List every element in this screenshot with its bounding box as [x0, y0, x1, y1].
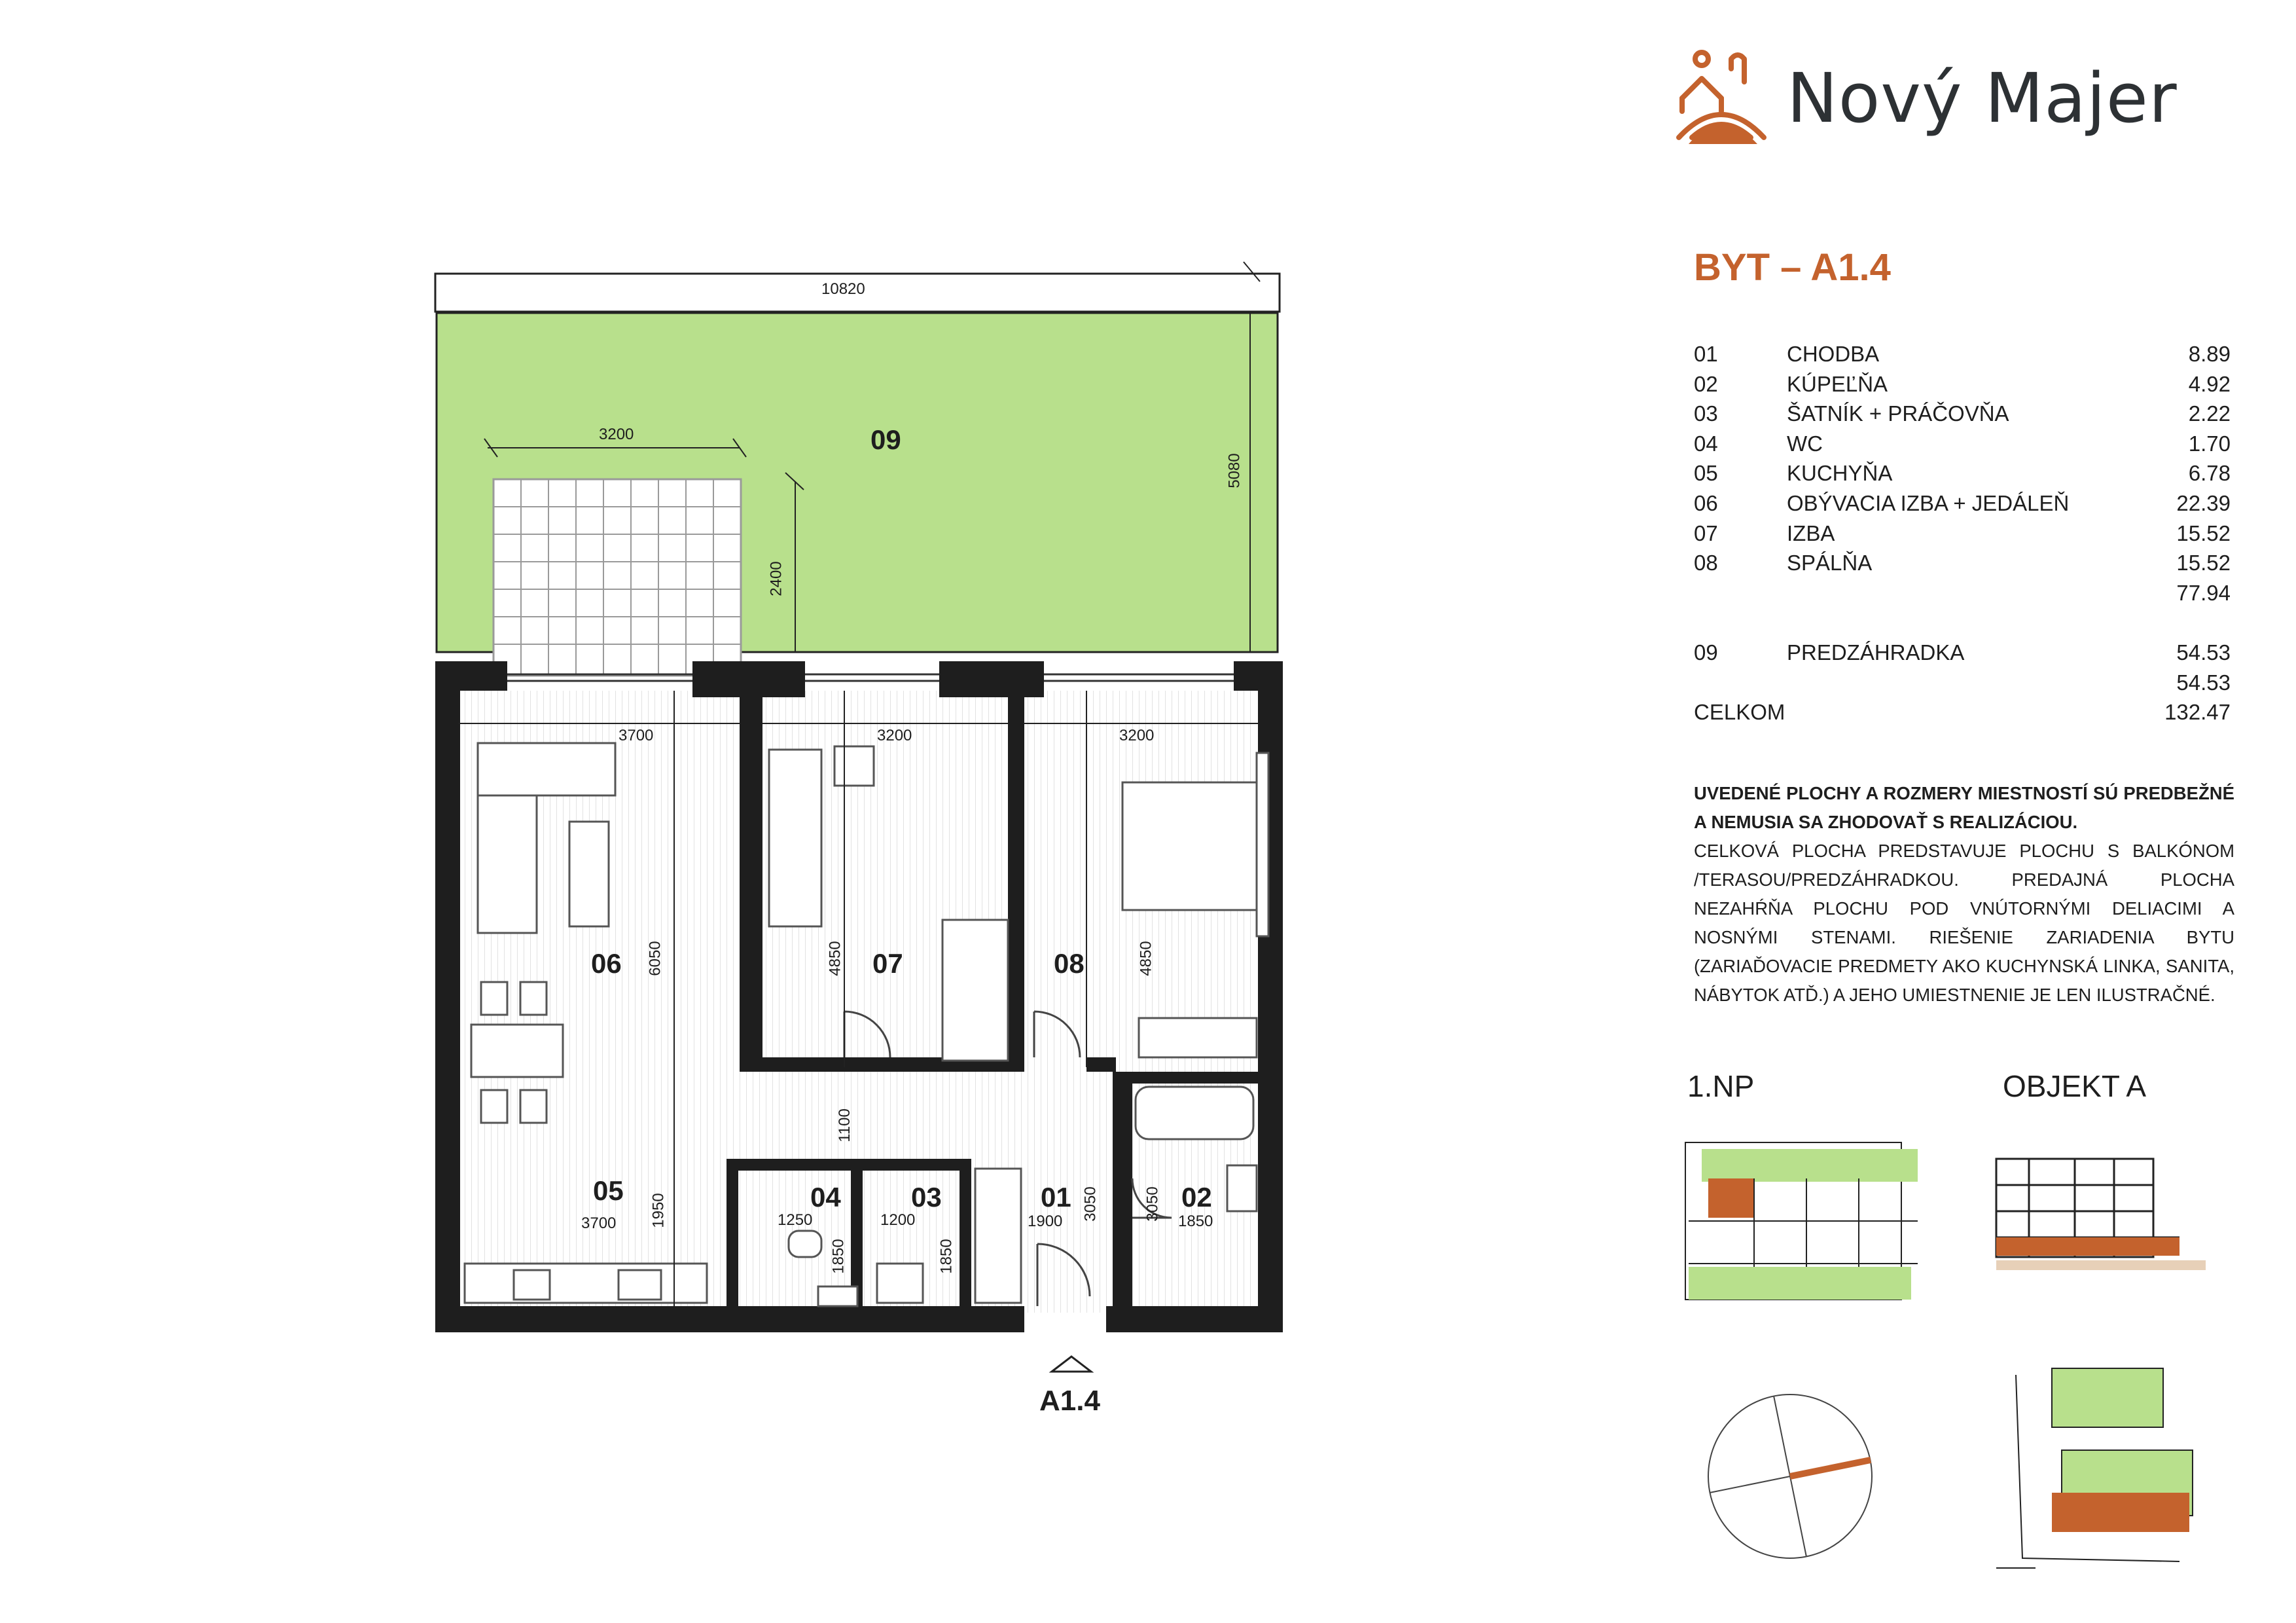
room-area: 15.52	[2176, 551, 2231, 575]
disclaimer-note	[1694, 779, 2234, 1010]
entrance-arrow-icon	[1052, 1357, 1091, 1372]
room-table	[1694, 339, 2231, 727]
room-name: OBÝVACIA IZBA + JEDÁLEŇ	[1787, 490, 2070, 515]
dim-room07-width: 3200	[877, 727, 912, 744]
dim-room06-depth: 6050	[646, 941, 664, 976]
room-num: 02	[1694, 371, 1718, 396]
room-name: KUCHYŇA	[1787, 461, 1893, 486]
dim-terrace-depth: 2400	[767, 561, 785, 596]
grand-total-row	[1694, 697, 2231, 727]
room-area: 22.39	[2176, 490, 2231, 515]
room-name: IZBA	[1787, 520, 1835, 545]
site-key-plan	[1996, 1368, 2193, 1568]
dim-room08-depth: 4850	[1137, 941, 1155, 976]
room-num: 07	[1694, 520, 1718, 545]
total-area: 132.47	[2164, 700, 2231, 725]
total-label: CELKOM	[1694, 700, 1785, 725]
note-body-text: CELKOVÁ PLOCHA PREDSTAVUJE PLOCHU S BALKÓNOM /TERASOU/PREDZÁHRADKOU. PREDAJNÁ PLOCHA NEZAHŔŇA PLOCHU POD VNÚTORNÝMI DELIACIMI A NOSNÝMI STENAMI. RIEŠENIE ZARIADENIA BYTU (ZARIAĎOVACIE PREDMETY AKO KUCHYNSKÁ LINKA, SANITA, NÁBYTOK ATĎ.) A JEHO UMIESTNENIE JE LEN ILUSTRAČNÉ.	[1694, 841, 2234, 1005]
room-area: 8.89	[2188, 342, 2231, 366]
room-area: 4.92	[2188, 371, 2231, 396]
room-row	[1694, 488, 2231, 519]
room-row	[1694, 429, 2231, 459]
dim-room08-width: 3200	[1119, 727, 1155, 744]
room-row	[1694, 519, 2231, 549]
entrance-label: A1.4	[1039, 1385, 1100, 1417]
garden-row	[1694, 638, 2231, 668]
dim-wc-depth: 1850	[829, 1239, 848, 1274]
compass-icon	[1708, 1395, 1872, 1558]
room-num: 05	[1694, 461, 1718, 486]
dim-garden-width: 10820	[821, 280, 865, 298]
room-area: 2.22	[2188, 401, 2231, 426]
room-area: 15.52	[2176, 520, 2231, 545]
garden-name: PREDZÁHRADKA	[1787, 640, 1965, 665]
room-name: CHODBA	[1787, 342, 1880, 366]
dim-terrace-width: 3200	[599, 426, 634, 443]
note-bold-text: UVEDENÉ PLOCHY A ROZMERY MIESTNOSTÍ SÚ PREDBEŽNÉ A NEMUSIA SA ZHODOVAŤ S REALIZÁCIOU.	[1694, 783, 2234, 832]
room-label-07: 07	[872, 948, 903, 979]
room-row	[1694, 548, 2231, 578]
room-label-02: 02	[1181, 1182, 1212, 1213]
dim-closet-depth: 1850	[937, 1239, 956, 1274]
room-label-01: 01	[1041, 1182, 1071, 1213]
dim-hall-depth: 1100	[835, 1108, 853, 1142]
apartment-title: BYT – A1.4	[1694, 246, 1891, 289]
dim-garden-depth: 5080	[1225, 453, 1244, 488]
dim-room05-depth: 1950	[649, 1193, 668, 1228]
room-label-03: 03	[911, 1182, 942, 1213]
room-num: 04	[1694, 431, 1718, 456]
brand-name: Nový Majer	[1787, 58, 2178, 138]
room-row	[1694, 458, 2231, 488]
interior-total-row	[1694, 578, 2231, 608]
room-label-09: 09	[870, 424, 901, 455]
room-label-06: 06	[591, 948, 622, 979]
room-num: 03	[1694, 401, 1718, 426]
dim-hall-length: 3050	[1081, 1186, 1100, 1222]
dim-bath-length: 3050	[1143, 1186, 1162, 1222]
floor-key-plan	[1685, 1142, 1918, 1300]
dim-wc-width: 1250	[778, 1211, 813, 1229]
house-hills-logo-icon	[1676, 46, 1767, 151]
room-label-05: 05	[593, 1175, 624, 1206]
floor-label: 1.NP	[1687, 1069, 1755, 1103]
dim-closet-width: 1200	[880, 1211, 916, 1229]
room-num: 01	[1694, 342, 1718, 366]
brand-header	[1676, 39, 2178, 157]
windows	[507, 674, 1234, 681]
room-label-08: 08	[1054, 948, 1085, 979]
room-num: 06	[1694, 490, 1718, 515]
dim-bath-width: 1850	[1178, 1213, 1213, 1230]
interior-total: 77.94	[2176, 580, 2231, 605]
dim-room05-width: 3700	[581, 1214, 617, 1232]
garden-total: 54.53	[2176, 670, 2231, 695]
room-label-04: 04	[810, 1182, 841, 1213]
spacer-row	[1694, 608, 2231, 638]
dim-room07-depth: 4850	[826, 941, 844, 976]
terrace-tiles	[493, 479, 741, 676]
room-area: 1.70	[2188, 431, 2231, 456]
garden-area: 54.53	[2176, 640, 2231, 665]
dim-hall-width: 1900	[1028, 1213, 1063, 1230]
room-name: SPÁLŇA	[1787, 551, 1873, 575]
room-row	[1694, 399, 2231, 429]
section-key-plan	[1996, 1159, 2206, 1270]
room-row	[1694, 369, 2231, 399]
room-name: KÚPEĽŇA	[1787, 371, 1888, 396]
room-area: 6.78	[2188, 461, 2231, 486]
object-label: OBJEKT A	[2003, 1069, 2147, 1103]
room-name: WC	[1787, 431, 1823, 456]
room-name: ŠATNÍK + PRÁČOVŇA	[1787, 401, 2009, 426]
garden-num: 09	[1694, 640, 1718, 665]
dim-room06-width: 3700	[619, 727, 654, 744]
garden-total-row	[1694, 668, 2231, 698]
room-num: 08	[1694, 551, 1718, 575]
room-row	[1694, 339, 2231, 369]
